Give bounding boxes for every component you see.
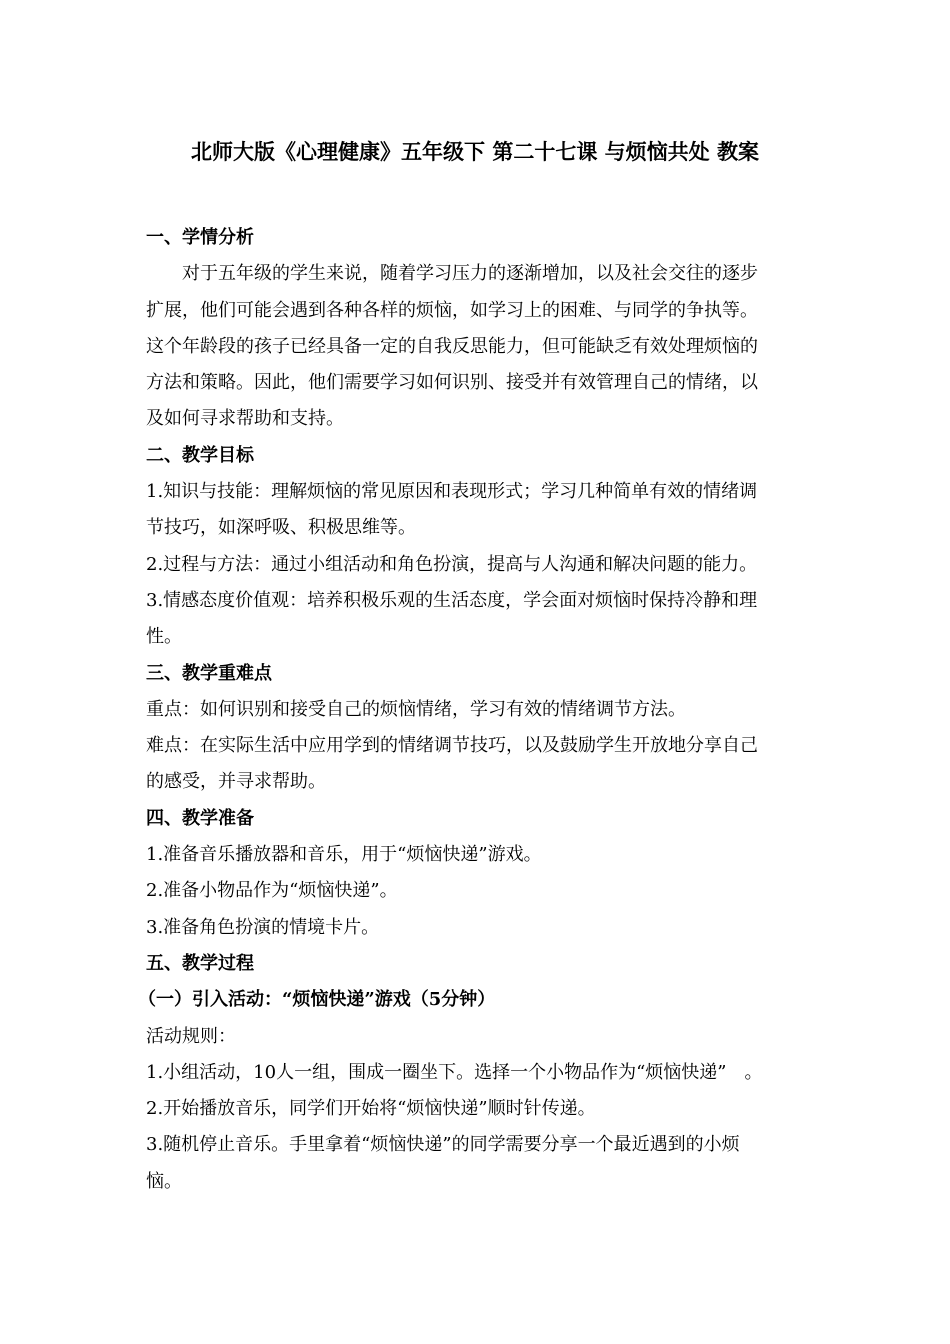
- paragraph-line: 及如何寻求帮助和支持。: [146, 408, 344, 430]
- section-heading: 四、教学准备: [146, 807, 254, 829]
- document-title: 北师大版《心理健康》五年级下 第二十七课 与烦恼共处 教案: [191, 139, 759, 164]
- paragraph-line: 这个年龄段的孩子已经具备一定的自我反思能力，但可能缺乏有效处理烦恼的: [146, 335, 758, 357]
- paragraph-line: 1.准备音乐播放器和音乐，用于“烦恼快递”游戏。: [146, 844, 542, 866]
- paragraph-line: 扩展，他们可能会遇到各种各样的烦恼，如学习上的困难、与同学的争执等。: [146, 299, 758, 321]
- paragraph-line: 重点：如何识别和接受自己的烦恼情绪，学习有效的情绪调节方法。: [146, 698, 686, 720]
- paragraph-line: 2.过程与方法：通过小组活动和角色扮演，提高与人沟通和解决问题的能力。: [146, 553, 758, 575]
- section-heading: 三、教学重难点: [146, 662, 272, 684]
- paragraph-line: 3.准备角色扮演的情境卡片。: [146, 916, 380, 938]
- paragraph-line: 恼。: [146, 1170, 182, 1192]
- section-heading: 一、学情分析: [146, 227, 254, 248]
- paragraph-line: 对于五年级的学生来说，随着学习压力的逐渐增加，以及社会交往的逐步: [182, 263, 758, 285]
- document-body: [138, 220, 800, 1200]
- paragraph-line: 1.小组活动，10人一组，围成一圈坐下。选择一个小物品作为“烦恼快递” 。: [146, 1061, 763, 1083]
- paragraph-line: 节技巧，如深呼吸、积极思维等。: [146, 517, 416, 539]
- paragraph-line: 3.情感态度价值观：培养积极乐观的生活态度，学会面对烦恼时保持冷静和理: [146, 589, 758, 611]
- paragraph-line: 难点：在实际生活中应用学到的情绪调节技巧，以及鼓励学生开放地分享自己: [146, 735, 758, 757]
- section-heading: 五、教学过程: [146, 952, 254, 974]
- paragraph-line: 3.随机停止音乐。手里拿着“烦恼快递”的同学需要分享一个最近遇到的小烦: [146, 1134, 740, 1156]
- paragraph-line: 性。: [146, 626, 182, 648]
- paragraph-line: 的感受，并寻求帮助。: [146, 771, 326, 793]
- paragraph-line: 2.开始播放音乐，同学们开始将“烦恼快递”顺时针传递。: [146, 1098, 596, 1120]
- section-heading: 二、教学目标: [146, 444, 254, 466]
- subsection-heading: （一）引入活动：“烦恼快递”游戏（5分钟）: [138, 989, 496, 1011]
- paragraph-line: 活动规则：: [146, 1025, 236, 1047]
- paragraph-line: 2.准备小物品作为“烦恼快递”。: [146, 880, 398, 902]
- paragraph-line: 1.知识与技能：理解烦恼的常见原因和表现形式；学习几种简单有效的情绪调: [146, 481, 758, 503]
- paragraph-line: 方法和策略。因此，他们需要学习如何识别、接受并有效管理自己的情绪，以: [146, 372, 758, 394]
